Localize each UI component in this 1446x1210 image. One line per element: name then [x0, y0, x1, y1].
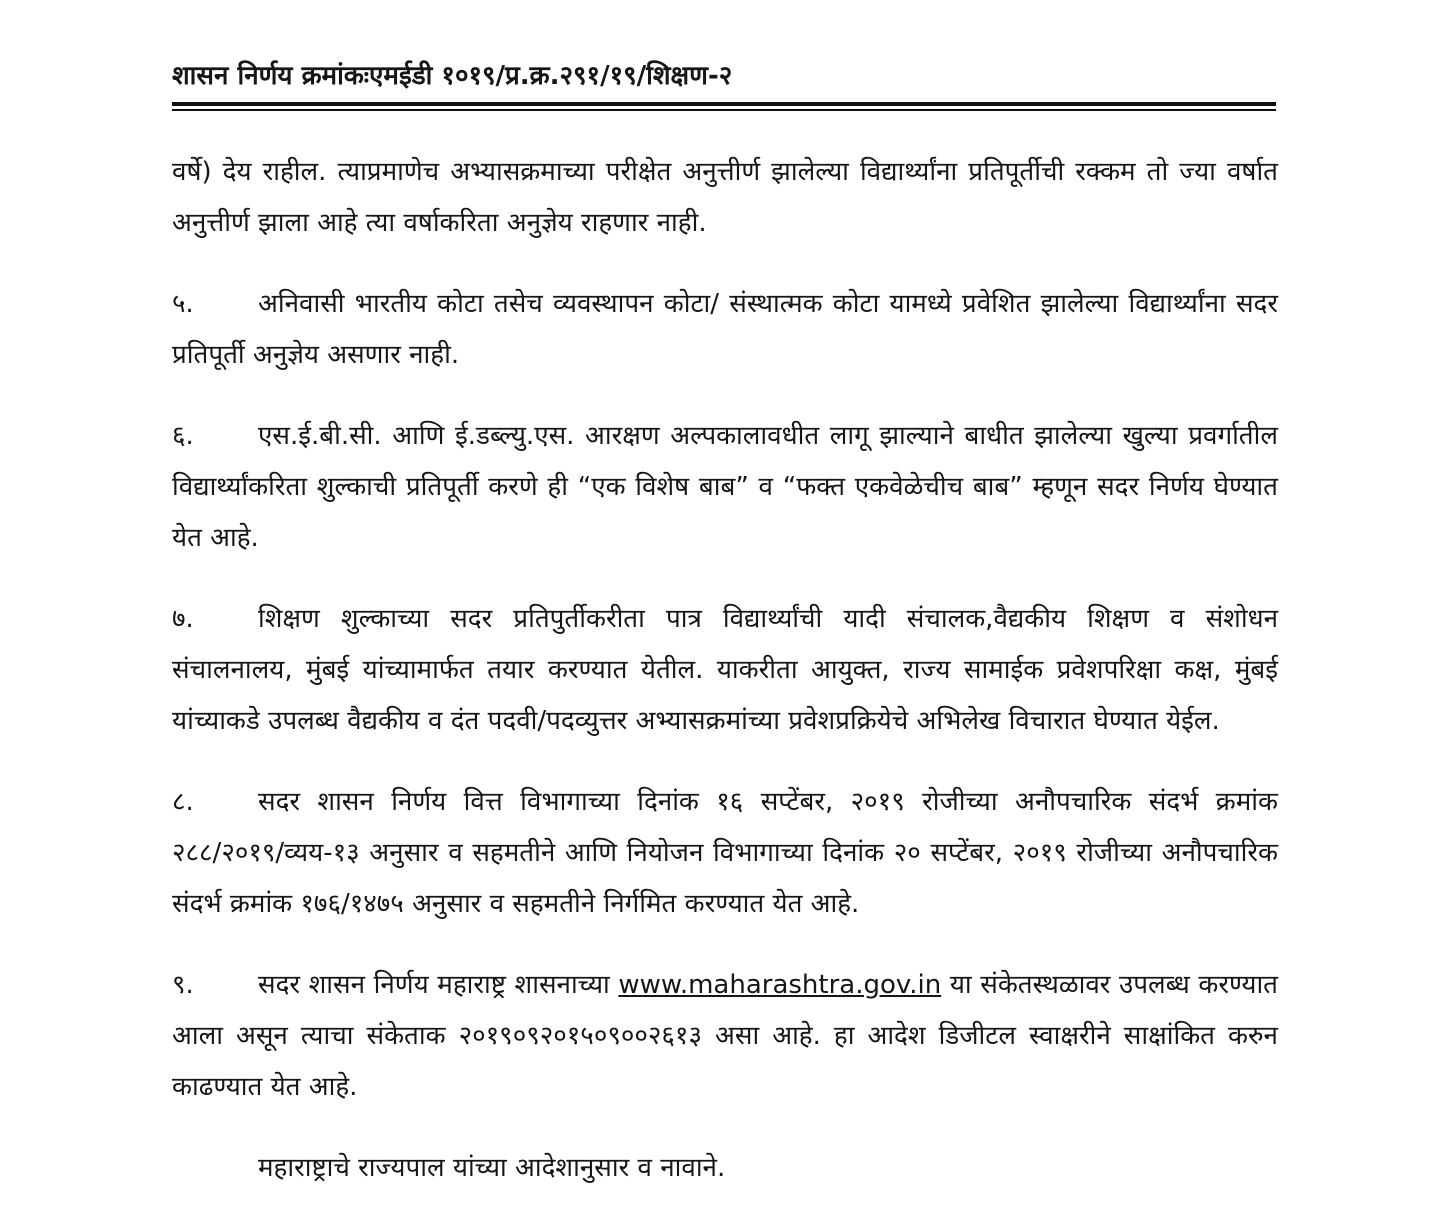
paragraph-text-after-link: या संकेतस्थळावर उपलब्ध करण्यात आला असून त्याचा संकेताक २०१९०९२०१५०९००२६१३ असा आहे. हा आदेश डिजीटल स्वाक्षरीने साक्षांकित करुन काढण्यात येत आहे. [172, 970, 1279, 1102]
paragraph-number: ५. [172, 289, 194, 319]
closing-line: महाराष्ट्राचे राज्यपाल यांच्या आदेशानुसार व नावाने. [258, 1153, 726, 1183]
paragraph-7 [172, 594, 1278, 747]
paragraph-text: अनिवासी भारतीय कोटा तसेच व्यवस्थापन कोटा/ संस्थात्मक कोटा यामध्ये प्रवेशित झालेल्या विद्यार्थ्यांना सदर प्रतिपूर्ती अनुज्ञेय असणार नाही. [172, 289, 1278, 370]
paragraph-5 [172, 279, 1278, 381]
paragraph-text-before-link: सदर शासन निर्णय महाराष्ट्र शासनाच्या [258, 970, 610, 1000]
paragraph-number: ९. [172, 970, 194, 1000]
paragraph-6 [172, 411, 1278, 564]
paragraph-8 [172, 777, 1278, 930]
document-header [172, 56, 1278, 111]
document-page [172, 56, 1278, 1194]
paragraph-text: सदर शासन निर्णय वित्त विभागाच्या दिनांक १६ सप्टेंबर, २०१९ रोजीच्या अनौपचारिक संदर्भ क्रमांक २८८/२०१९/व्यय-१३ अनुसार व सहमतीने आणि नियोजन विभागाच्या दिनांक २० सप्टेंबर, २०१९ रोजीच्या अनौपचारिक संदर्भ क्रमांक १७६/१४७५ अनुसार व सहमतीने निर्गमित करण्यात येत आहे. [172, 787, 1278, 919]
paragraph-9 [172, 960, 1278, 1113]
paragraph-text: एस.ई.बी.सी. आणि ई.डब्ल्यु.एस. आरक्षण अल्पकालावधीत लागू झाल्याने बाधीत झालेल्या खुल्या प्रवर्गातील विद्यार्थ्यांकरिता शुल्काची प्रतिपूर्ती करणे ही “एक विशेष बाब” व “फक्त एकवेळेचीच बाब” म्हणून सदर निर्णय घेण्यात येत आहे. [172, 421, 1278, 553]
paragraph-number: ८. [172, 787, 194, 817]
header-rule-thin [172, 109, 1276, 111]
website-link[interactable]: www.maharashtra.gov.in [618, 970, 942, 1000]
header-rule-thick [172, 102, 1276, 106]
continuation-paragraph: वर्षे) देय राहील. त्याप्रमाणेच अभ्यासक्रमाच्या परीक्षेत अनुत्तीर्ण झालेल्या विद्यार्थ्यांना प्रतिपूर्तीची रक्कम तो ज्या वर्षात अनुत्तीर्ण झाला आहे त्या वर्षाकरिता अनुज्ञेय राहणार नाही. [172, 157, 1278, 238]
paragraph-number: ६. [172, 421, 194, 451]
header-title: शासन निर्णय क्रमांकःएमईडी १०१९/प्र.क्र.२९१/१९/शिक्षण-२ [172, 61, 733, 91]
paragraph-number: ७. [172, 604, 194, 634]
header-rule [172, 102, 1276, 111]
paragraph-text: शिक्षण शुल्काच्या सदर प्रतिपुर्तीकरीता पात्र विद्यार्थ्यांची यादी संचालक,वैद्यकीय शिक्षण व संशोधन संचालनालय, मुंबई यांच्यामार्फत तयार करण्यात येतील. याकरीता आयुक्त, राज्य सामाईक प्रवेशपरिक्षा कक्ष, मुंबई यांच्याकडे उपलब्ध वैद्यकीय व दंत पदवी/पदव्युत्तर अभ्यासक्रमांच्या प्रवेशप्रक्रियेचे अभिलेख विचारात घेण्यात येईल. [172, 604, 1278, 736]
